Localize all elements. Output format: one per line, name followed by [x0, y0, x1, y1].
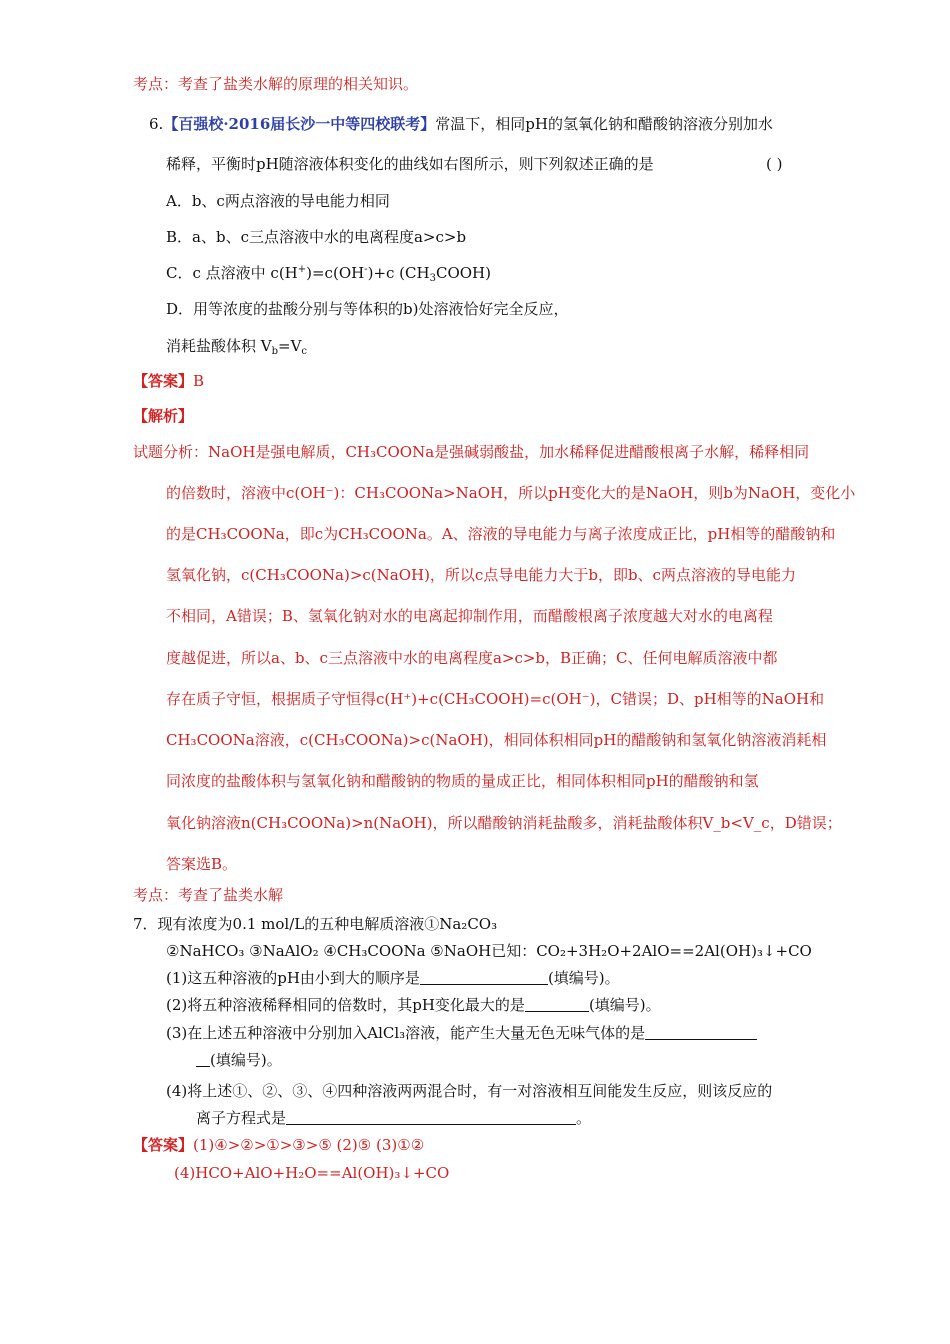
q6-option-c-part2: )=c(OH — [306, 264, 365, 282]
q6-analysis-line: 试题分析：NaOH是强电解质，CH₃COONa是强碱弱酸盐，加水稀释促进醋酸根离子水解，稀释相同 — [133, 443, 810, 461]
q6-option-c-part1: C．c 点溶液中 c(H — [166, 264, 298, 282]
q6-option-b: B．a、b、c三点溶液中水的电离程度a>c>b — [166, 228, 467, 246]
q6-stem-2: 稀释，平衡时pH随溶液体积变化的曲线如右图所示，则下列叙述正确的是 — [166, 155, 654, 173]
q6-analysis-line: 的是CH₃COONa，即c为CH₃COONa。A、溶液的导电能力与离子浓度成正比，pH相等的醋酸钠和 — [166, 525, 836, 543]
q6-analysis-line: 不相同，A错误；B、氢氧化钠对水的电离起抑制作用，而醋酸根离子浓度越大对水的电离程 — [166, 607, 773, 625]
q7-part-3-text: (3)在上述五种溶液中分别加入AlCl₃溶液，能产生大量无色无味气体的是 — [166, 1024, 646, 1042]
q6-answer-value: B — [193, 372, 205, 390]
q7-part-1-blank[interactable] — [420, 970, 548, 985]
q7-part-1 — [166, 968, 620, 988]
q7-part-2-suffix: (填编号)。 — [588, 996, 661, 1014]
q7-part-4-blank[interactable] — [286, 1110, 576, 1125]
q7-part-3-blank-cont[interactable] — [196, 1052, 210, 1067]
q6-analysis-label: 【解析】 — [133, 407, 194, 425]
q7-part-4: (4)将上述①、②、③、④四种溶液两两混合时，有一对溶液相互间能发生反应，则该反应的 — [166, 1082, 773, 1100]
q6-option-c-part3: )+c (CH — [367, 264, 430, 282]
q6-option-c-sup-minus: - — [364, 264, 368, 275]
q7-part-3-suffix: (填编号)。 — [210, 1051, 282, 1069]
q6-answer-label: 【答案】 — [133, 372, 194, 390]
q6-analysis-line: 度越促进，所以a、b、c三点溶液中水的电离程度a>c>b，B正确；C、任何电解质溶液中都 — [166, 649, 778, 667]
q7-part-4-suffix: 。 — [576, 1109, 592, 1127]
q6-analysis-line: 氧化钠溶液n(CH₃COONa)>n(NaOH)，所以醋酸钠消耗盐酸多，消耗盐酸体积V_b<V_c，D错误； — [166, 814, 842, 832]
q6-analysis-line: 氢氧化钠，c(CH₃COONa)>c(NaOH)，所以c点导电能力大于b，即b、c两点溶液的导电能力 — [166, 566, 796, 584]
q7-part-4-text: 离子方程式是 — [196, 1109, 287, 1127]
q6-option-c-sub: 3 — [429, 273, 436, 284]
q7-part-2 — [166, 995, 661, 1015]
q6-analysis-line: 同浓度的盐酸体积与氢氧化钠和醋酸钠的物质的量成正比，相同体积相同pH的醋酸钠和氢 — [166, 772, 759, 790]
q7-answer-line-1: (1)④>②>①>③>⑤ (2)⑤ (3)①② — [193, 1136, 425, 1154]
q6-heading — [149, 114, 773, 134]
q6-answer-bracket: ( ) — [766, 155, 783, 173]
q7-answer — [133, 1135, 424, 1155]
q7-part-3-cont — [196, 1050, 282, 1070]
q6-analysis-line: 存在质子守恒，根据质子守恒得c(H⁺)+c(CH₃COOH)=c(OH⁻)，C错误；D、pH相等的NaOH和 — [166, 690, 825, 708]
q7-line-2: ②NaHCO₃ ③NaAlO₂ ④CH₃COONa ⑤NaOH已知：CO₂+3H₂O+2AlO==2Al(OH)₃↓+CO — [166, 942, 812, 960]
q6-option-a: A．b、c两点溶液的导电能力相同 — [166, 192, 390, 210]
q6-answer — [133, 371, 204, 391]
q6-source: 【百强校·2016届长沙一中等四校联考】 — [163, 115, 436, 133]
q7-part-3-blank[interactable] — [645, 1025, 757, 1040]
q6-number: 6. — [149, 115, 164, 133]
q7-line-1: 7．现有浓度为0.1 mol/L的五种电解质溶液①Na₂CO₃ — [133, 915, 498, 933]
q7-part-2-text: (2)将五种溶液稀释相同的倍数时，其pH变化最大的是 — [166, 996, 525, 1014]
q7-part-4-line2 — [196, 1108, 591, 1128]
q6-analysis-line: 的倍数时，溶液中c(OH⁻)：CH₃COONa>NaOH，所以pH变化大的是NaOH，则b为NaOH，变化小 — [166, 484, 856, 502]
q6-analysis-line: CH₃COONa溶液，c(CH₃COONa)>c(NaOH)，相同体积相同pH的醋酸钠和氢氧化钠溶液消耗相 — [166, 731, 827, 749]
q6-option-c-sup-plus: + — [297, 264, 307, 275]
q6-option-d2-sub-b: b — [271, 346, 279, 357]
q6-option-c — [166, 263, 491, 283]
q7-answer-label: 【答案】 — [133, 1136, 194, 1154]
q6-analysis-line: 答案选B。 — [166, 855, 238, 873]
q7-part-1-suffix: (填编号)。 — [547, 969, 620, 987]
q6-stem-1: 常温下，相同pH的氢氧化钠和醋酸钠溶液分别加水 — [435, 115, 773, 133]
q6-option-d2-sub-c: c — [301, 346, 308, 357]
q7-part-2-blank[interactable] — [525, 997, 589, 1012]
q6-note: 考点：考查了盐类水解 — [133, 886, 284, 904]
q6-option-d2-part2: =V — [278, 337, 302, 355]
q7-answer-line-2: (4)HCO+AlO+H₂O==Al(OH)₃↓+CO — [174, 1164, 450, 1182]
q6-option-d2-part1: 消耗盐酸体积 V — [166, 337, 272, 355]
q6-option-d: D．用等浓度的盐酸分别与等体积的b)处溶液恰好完全反应， — [166, 300, 569, 318]
q6-option-d-line2 — [166, 336, 307, 356]
q6-option-c-part4: COOH) — [435, 264, 491, 282]
top-note: 考点：考查了盐类水解的原理的相关知识。 — [133, 75, 419, 93]
q7-part-3 — [166, 1023, 757, 1043]
q7-part-1-text: (1)这五种溶液的pH由小到大的顺序是 — [166, 969, 420, 987]
